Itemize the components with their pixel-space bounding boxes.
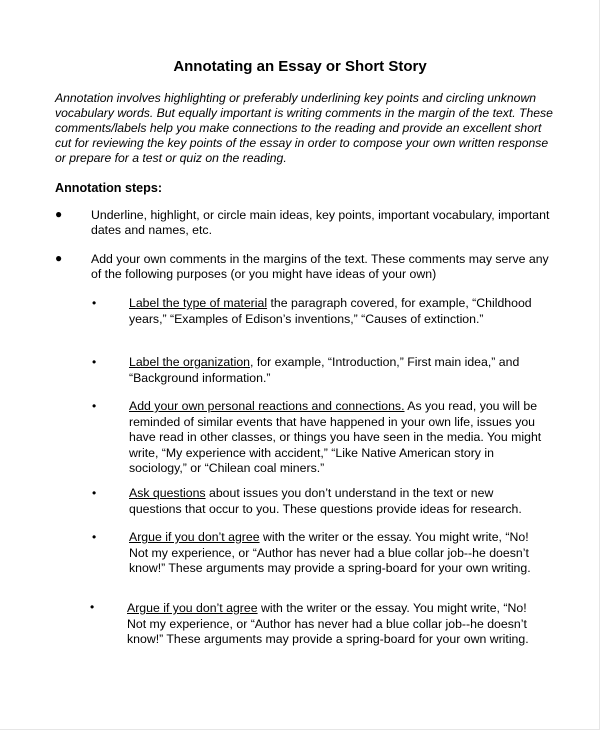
purpose-item — [127, 601, 547, 648]
purpose-label: Ask questions — [129, 486, 206, 500]
sub-bullet-icon: • — [92, 486, 97, 500]
step-item: Add your own comments in the margins of the text. These comments may serve any of the following purposes (or you might have ideas of your own) — [91, 252, 549, 281]
purpose-label: Label the organization — [129, 355, 251, 369]
bullet-icon: ● — [55, 251, 63, 265]
purpose-text: , for example, “Introduction,” First main idea,” and “Background information.” — [129, 355, 520, 385]
purpose-item — [129, 530, 549, 577]
sub-bullet-icon: • — [92, 355, 97, 369]
purpose-label: Argue if you don’t agree — [127, 601, 258, 615]
purpose-text: the paragraph covered, for example, “Childhood years,” “Examples of Edison’s inventions,” “Causes of extinction.” — [129, 296, 532, 326]
document-title: Annotating an Essay or Short Story — [173, 58, 427, 75]
purpose-item — [129, 296, 549, 327]
purpose-item — [129, 486, 549, 517]
bullet-icon: ● — [55, 207, 63, 221]
intro-paragraph: Annotation involves highlighting or preferably underlining key points and circling unknown vocabulary words. But equally important is writing comments in the margin of the text. These comments/labels help you make connections to the reading and provide an excellent short cut for reviewing the key points of the essay in order to compose your own written response or prepare for a test or quiz on the reading. — [55, 91, 553, 165]
sub-bullet-icon: • — [92, 530, 97, 544]
sub-bullet-icon: • — [90, 600, 95, 614]
purpose-text: As you read, you will be reminded of similar events that have happened in your own life, issues you have read in other classes, or things you have seen in the media. You might write, “My experience with accident,” “Like Native American story in sociology,” or “Chilean coal miners.” — [129, 399, 542, 475]
sub-bullet-icon: • — [92, 399, 97, 413]
purpose-text: with the writer or the essay. You might write, “No! Not my experience, or “Author has never had a blue collar job--he doesn’t know!” These arguments may provide a spring-board for your own writing. — [129, 530, 531, 575]
purpose-item — [129, 399, 549, 477]
steps-heading: Annotation steps: — [55, 181, 163, 195]
purpose-text: about issues you don’t understand in the text or new questions that occur to you. These questions provide ideas for research. — [129, 486, 522, 516]
purpose-label: Add your own personal reactions and connections. — [129, 399, 405, 413]
purpose-text: with the writer or the essay. You might write, “No! Not my experience, or “Author has never had a blue collar job--he doesn’t know!” These arguments may provide a spring-board for your own writing. — [127, 601, 529, 646]
step-item: Underline, highlight, or circle main ideas, key points, important vocabulary, important dates and names, etc. — [91, 208, 550, 237]
purpose-item — [129, 355, 549, 386]
purpose-label: Label the type of material — [129, 296, 268, 310]
sub-bullet-icon: • — [92, 296, 97, 310]
purpose-label: Argue if you don’t agree — [129, 530, 260, 544]
